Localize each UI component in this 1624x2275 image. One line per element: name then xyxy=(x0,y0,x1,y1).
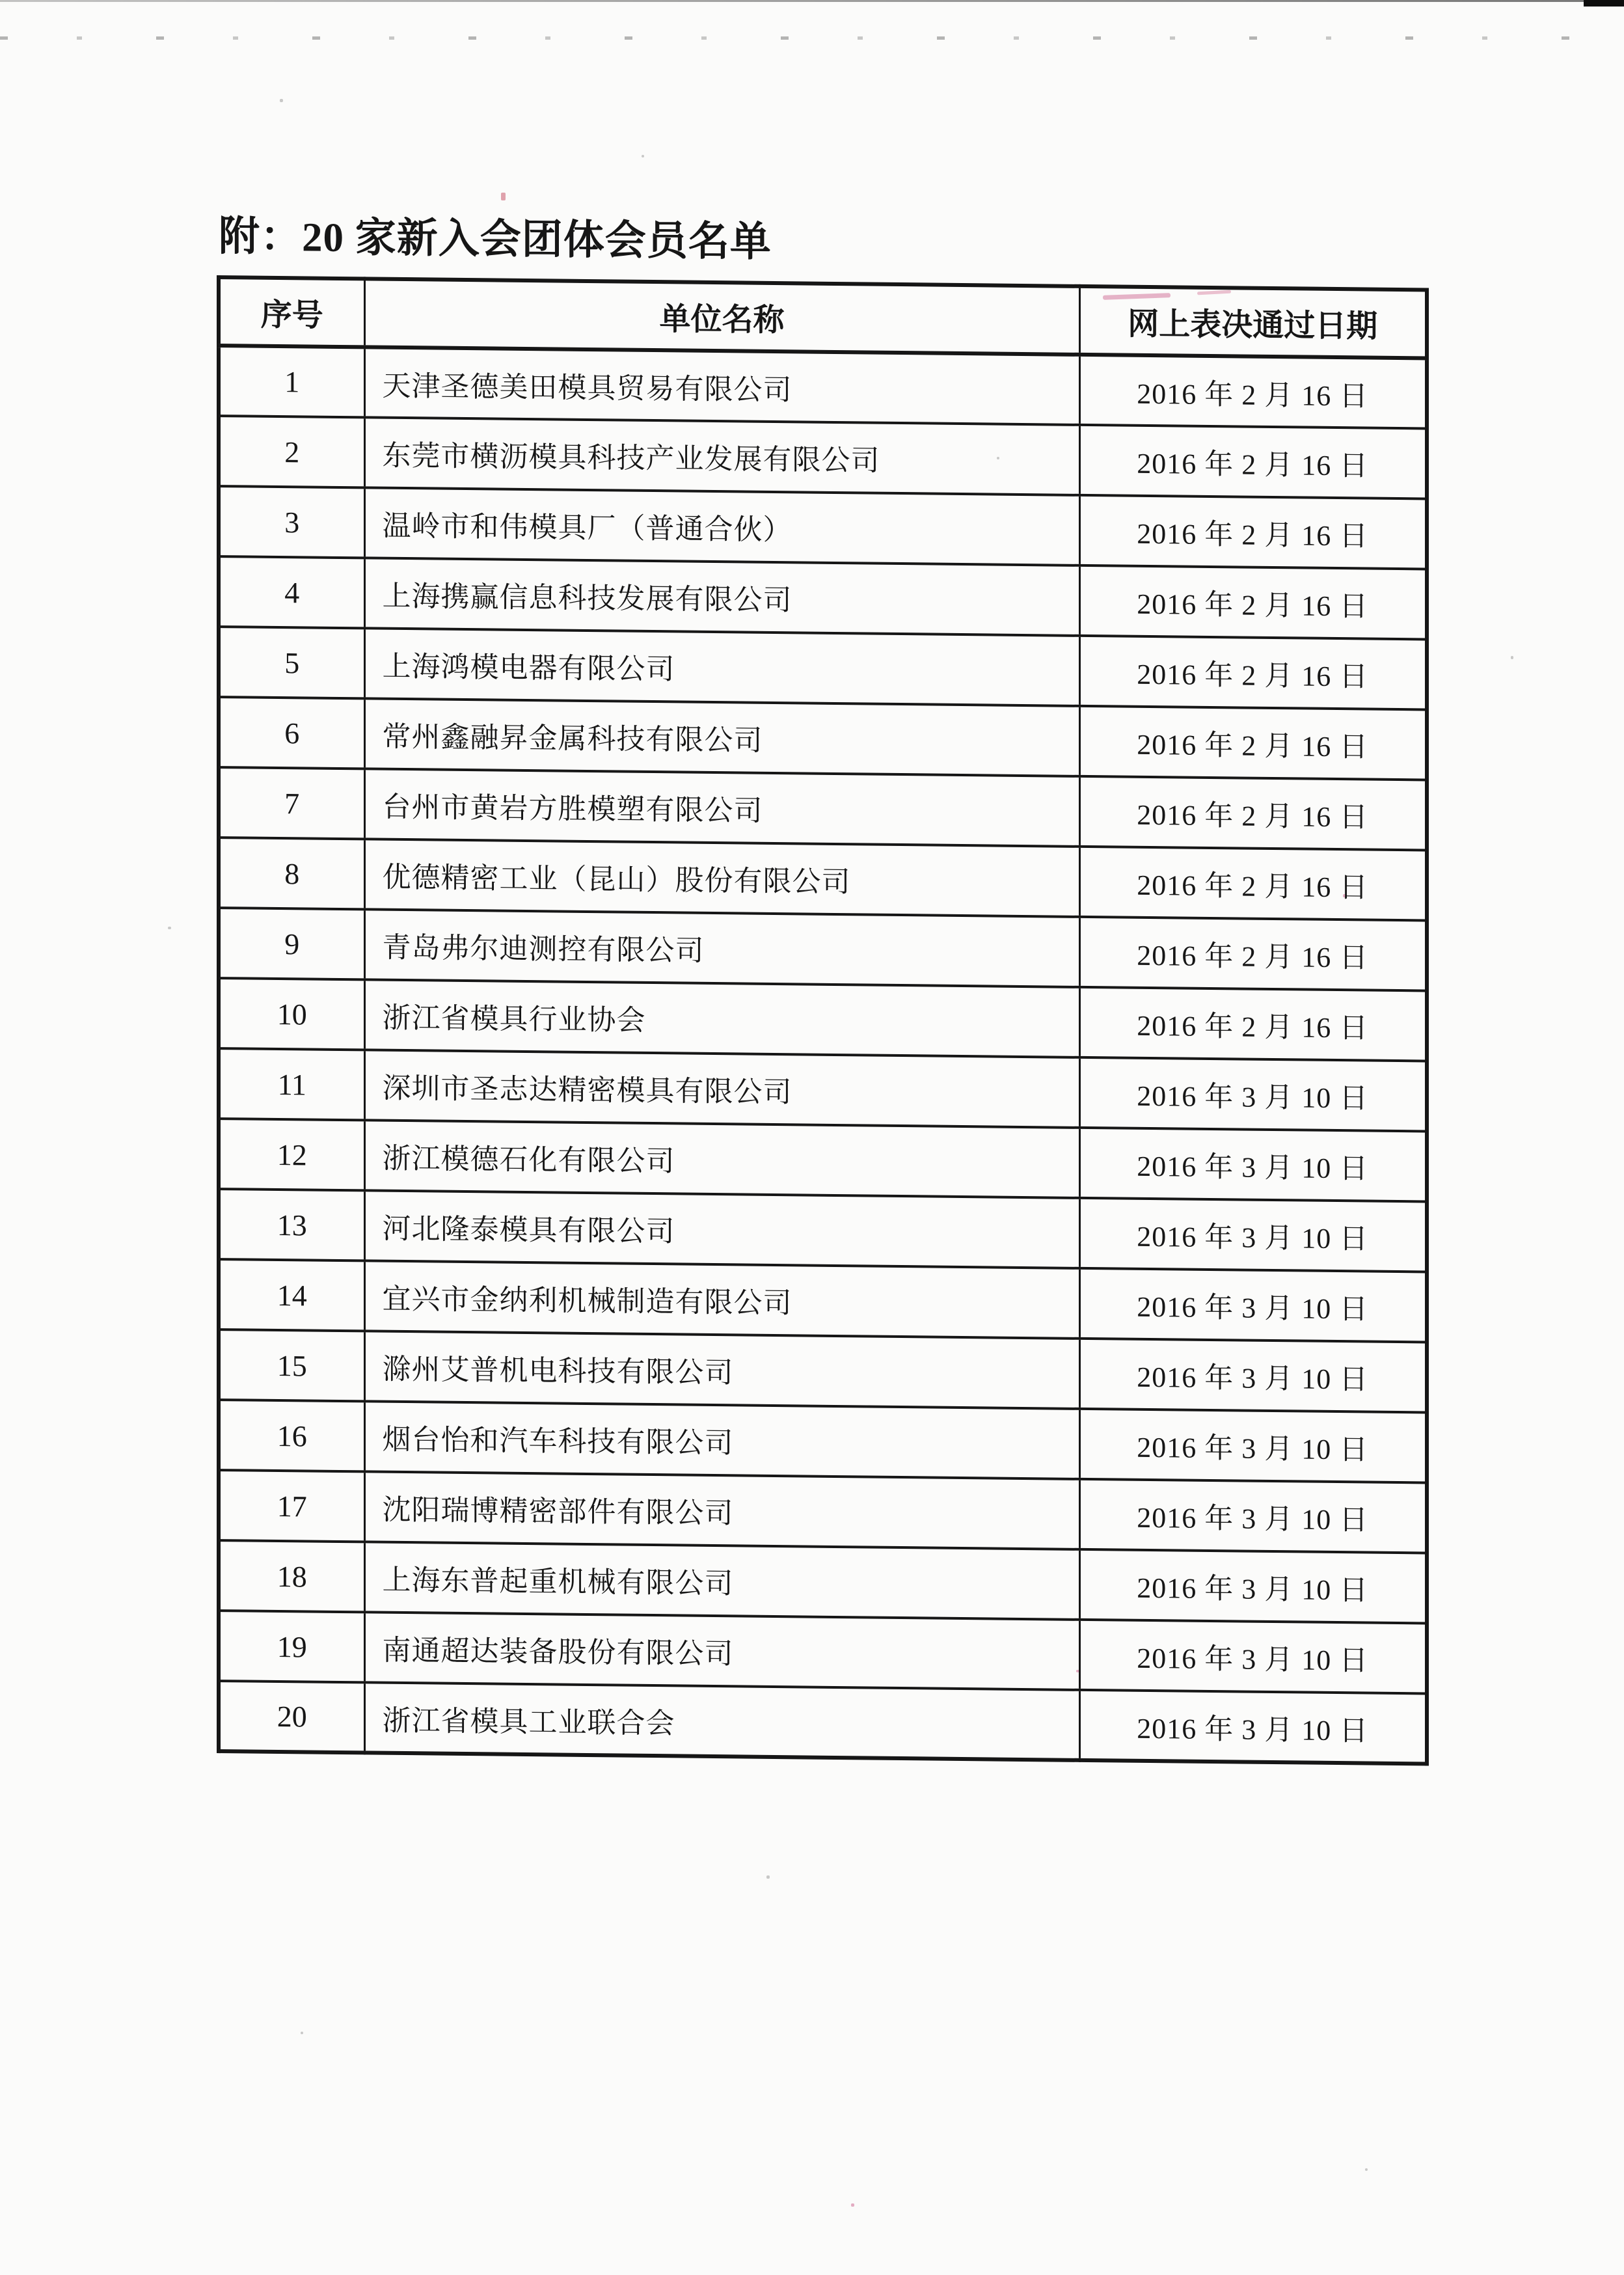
approval-date: 2016 年 2 月 16 日 xyxy=(1079,495,1427,569)
scan-speck xyxy=(851,2203,854,2207)
row-serial-number: 4 xyxy=(219,556,364,628)
table-row xyxy=(219,1611,1427,1693)
table-header-row xyxy=(219,277,1427,358)
row-serial-number: 2 xyxy=(219,416,364,487)
approval-date: 2016 年 3 月 10 日 xyxy=(1079,1339,1427,1413)
approval-date: 2016 年 2 月 16 日 xyxy=(1079,355,1427,429)
table-row xyxy=(219,1329,1427,1412)
table-row xyxy=(219,1400,1427,1482)
scan-speck xyxy=(642,155,644,157)
company-name: 台州市黄岩方胜模塑有限公司 xyxy=(364,769,1079,847)
approval-date: 2016 年 2 月 16 日 xyxy=(1079,706,1427,780)
approval-date: 2016 年 2 月 16 日 xyxy=(1079,565,1427,640)
row-serial-number: 16 xyxy=(219,1400,364,1471)
approval-date: 2016 年 2 月 16 日 xyxy=(1079,636,1427,710)
table-row xyxy=(219,767,1427,850)
company-name: 天津圣德美田模具贸易有限公司 xyxy=(364,347,1079,425)
row-serial-number: 11 xyxy=(219,1048,364,1120)
row-serial-number: 7 xyxy=(219,767,364,839)
scan-speck xyxy=(766,1875,770,1879)
row-serial-number: 10 xyxy=(219,978,364,1050)
approval-date: 2016 年 3 月 10 日 xyxy=(1079,1620,1427,1694)
row-serial-number: 12 xyxy=(219,1119,364,1190)
approval-date: 2016 年 3 月 10 日 xyxy=(1079,1198,1427,1272)
row-serial-number: 15 xyxy=(219,1329,364,1401)
company-name: 优德精密工业（昆山）股份有限公司 xyxy=(364,839,1079,917)
table-row xyxy=(219,1681,1427,1764)
scan-speck xyxy=(301,2032,303,2034)
table-row xyxy=(219,1189,1427,1272)
company-name: 上海鸿模电器有限公司 xyxy=(364,628,1079,706)
row-serial-number: 3 xyxy=(219,486,364,558)
approval-date: 2016 年 2 月 16 日 xyxy=(1079,987,1427,1061)
scan-speck xyxy=(501,193,506,200)
company-name: 河北隆泰模具有限公司 xyxy=(364,1190,1079,1268)
scan-speck xyxy=(168,927,171,929)
row-serial-number: 18 xyxy=(219,1540,364,1612)
table-row xyxy=(219,908,1427,990)
approval-date: 2016 年 3 月 10 日 xyxy=(1079,1549,1427,1624)
approval-date: 2016 年 2 月 16 日 xyxy=(1079,776,1427,851)
company-name: 温岭市和伟模具厂（普通合伙） xyxy=(364,487,1079,565)
approval-date: 2016 年 3 月 10 日 xyxy=(1079,1128,1427,1202)
row-serial-number: 8 xyxy=(219,838,364,909)
company-name: 青岛弗尔迪测控有限公司 xyxy=(364,909,1079,987)
company-name: 常州鑫融昇金属科技有限公司 xyxy=(364,698,1079,776)
company-name: 上海携赢信息科技发展有限公司 xyxy=(364,558,1079,636)
table-row xyxy=(219,1540,1427,1623)
col-header-company: 单位名称 xyxy=(364,279,1079,355)
col-header-vote-date: 网上表决通过日期 xyxy=(1079,286,1427,359)
scan-speck xyxy=(1365,2168,1368,2171)
row-serial-number: 6 xyxy=(219,697,364,769)
approval-date: 2016 年 2 月 16 日 xyxy=(1079,917,1427,991)
row-serial-number: 1 xyxy=(219,346,364,417)
approval-date: 2016 年 2 月 16 日 xyxy=(1079,425,1427,499)
table-row xyxy=(219,838,1427,920)
approval-date: 2016 年 3 月 10 日 xyxy=(1079,1409,1427,1483)
company-name: 东莞市横沥模具科技产业发展有限公司 xyxy=(364,417,1079,495)
table-row xyxy=(219,556,1427,639)
table-row xyxy=(219,346,1427,428)
approval-date: 2016 年 3 月 10 日 xyxy=(1079,1479,1427,1553)
member-table-body xyxy=(219,346,1427,1764)
table-row xyxy=(219,1048,1427,1131)
approval-date: 2016 年 2 月 16 日 xyxy=(1079,847,1427,921)
scan-edge-artifact xyxy=(0,0,1624,2)
col-header-serial: 序号 xyxy=(219,277,364,347)
table-row xyxy=(219,1119,1427,1201)
company-name: 南通超达装备股份有限公司 xyxy=(364,1612,1079,1690)
approval-date: 2016 年 3 月 10 日 xyxy=(1079,1057,1427,1132)
row-serial-number: 19 xyxy=(219,1611,364,1682)
row-serial-number: 14 xyxy=(219,1259,364,1331)
table-row xyxy=(219,627,1427,709)
approval-date: 2016 年 3 月 10 日 xyxy=(1079,1268,1427,1342)
scan-dust-row xyxy=(0,36,1624,40)
company-name: 宜兴市金纳利机械制造有限公司 xyxy=(364,1260,1079,1339)
table-row xyxy=(219,1259,1427,1342)
page-title: 附：20 家新入会团体会员名单 xyxy=(219,213,772,265)
company-name: 浙江省模具行业协会 xyxy=(364,979,1079,1057)
scan-corner-artifact xyxy=(1584,0,1624,7)
company-name: 滁州艾普机电科技有限公司 xyxy=(364,1331,1079,1409)
table-row xyxy=(219,416,1427,498)
table-row xyxy=(219,1470,1427,1553)
company-name: 上海东普起重机械有限公司 xyxy=(364,1542,1079,1620)
row-serial-number: 9 xyxy=(219,908,364,979)
company-name: 浙江省模具工业联合会 xyxy=(364,1682,1079,1760)
company-name: 沈阳瑞博精密部件有限公司 xyxy=(364,1471,1079,1549)
approval-date: 2016 年 3 月 10 日 xyxy=(1079,1690,1427,1764)
table-row xyxy=(219,486,1427,569)
row-serial-number: 13 xyxy=(219,1189,364,1260)
member-table xyxy=(217,275,1429,1766)
table-row xyxy=(219,697,1427,780)
scan-speck xyxy=(1511,656,1513,659)
company-name: 浙江模德石化有限公司 xyxy=(364,1120,1079,1198)
row-serial-number: 20 xyxy=(219,1681,364,1752)
company-name: 烟台怡和汽车科技有限公司 xyxy=(364,1401,1079,1479)
company-name: 深圳市圣志达精密模具有限公司 xyxy=(364,1050,1079,1128)
row-serial-number: 17 xyxy=(219,1470,364,1542)
row-serial-number: 5 xyxy=(219,627,364,698)
table-row xyxy=(219,978,1427,1061)
scan-speck xyxy=(280,99,283,102)
